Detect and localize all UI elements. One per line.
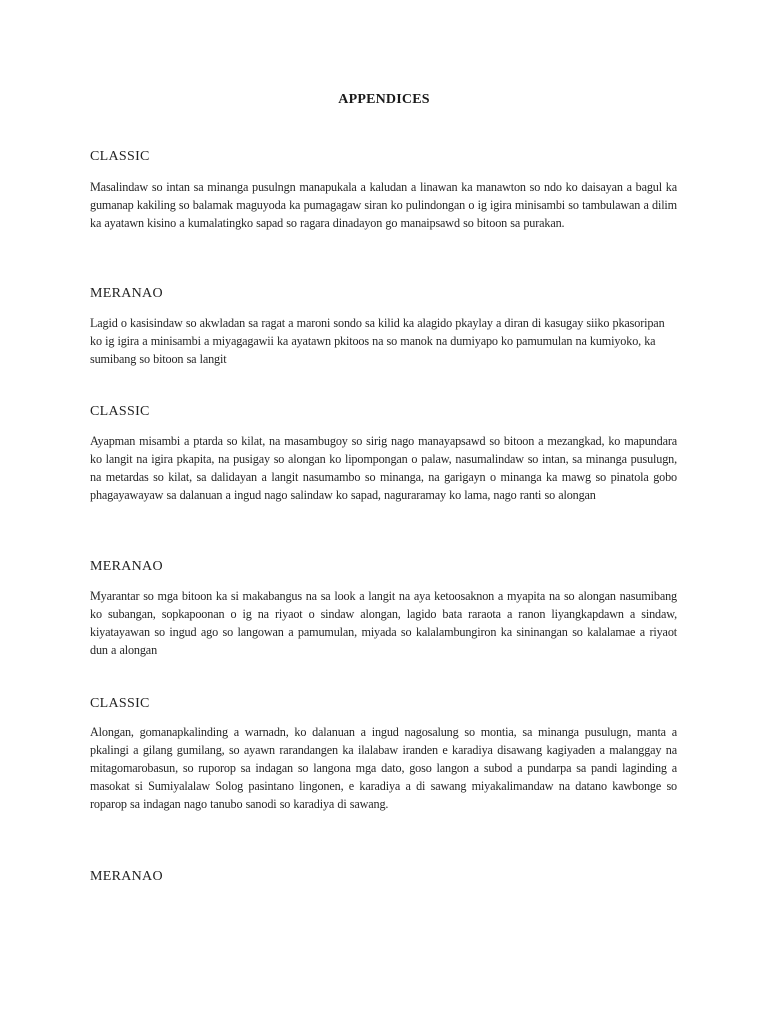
section-paragraph-meranao-2: Myarantar so mga bitoon ka si makabangus na sa look a langit na aya ketoosaknon a myapita na so alongan nasumibang ko subangan, sopkapoonan o ig na riyaot o sindaw alongan, lagido bata raraota a ranon liyangkapdawn a sindaw, kiyatayawan so ingud ago so langowan a pamumulan, miyada so kalalambungiron ka sininangan so kalalamae a riyaot dun a alongan: [90, 589, 677, 658]
section-paragraph-classic-2: Ayapman misambi a ptarda so kilat, na masambugoy so sirig nago manayapsawd so bitoon a mezangkad, ko mapundara ko langit na igira pkapita, na pusigay so alongan ko lipompongan o palaw, nasumalindaw so intan, sa minanga pusulugn, na metardas so kilat, sa dalidayan a langit nasumambo so minanga, na garigayn o minanga ka mawg so pinatola gobo phagayawayaw sa dalanuan a ingud nago salindaw ko sapad, naguraramay ko lama, nago ranti so alongan: [90, 434, 677, 503]
section-heading-classic-2: CLASSIC: [90, 404, 150, 419]
section-paragraph-classic-3: Alongan, gomanapkalinding a warnadn, ko dalanuan a ingud nagosalung so montia, sa minanga pusulugn, manta a pkalingi a gilang gumilang, so ayawn rarandangen ka ilalabaw iranden e karadiya disawang kagiyaden a malanggay na mitagomarobasun, so ruporop sa indagan so langona mga dato, goso langon a subod a pundarpa sa pandi laginding a masokat si Sumiyalalaw Solog pasintano lingonen, e karadiya a di sawang miyakalimandaw na datano kawbonge so roparop sa indagan nago tanubo sanodi so karadiya di sawang.: [90, 725, 677, 812]
section-heading-classic-3: CLASSIC: [90, 696, 150, 711]
section-paragraph-classic-1: Masalindaw so intan sa minanga pusulngn manapukala a kaludan a linawan ka manawton so ndo ko daisayan a bagul ka gumanap kakiling so balamak maguyoda ka pumagagaw siran ko pulindongan o ig igira minisambi so tambulawan a dilim ka ayatawn kisino a kumalatingko sapad so ragara dinadayon go manaipsawd so bitoon sa purakan.: [90, 180, 677, 231]
section-heading-classic-1: CLASSIC: [90, 149, 150, 164]
section-paragraph-meranao-1: Lagid o kasisindaw so akwladan sa ragat a maroni sondo sa kilid ka alagido pkaylay a diran di kasugay siiko pkasoripan ko ig igira a minisambi a miyagagawii ka ayatawn pkitoos na so manok na dumiyapo ko pamumulan na kumiyoko, ka sumibang so bitoon sa langit: [90, 316, 665, 367]
section-heading-meranao-1: MERANAO: [90, 286, 163, 301]
page-title: APPENDICES: [338, 92, 430, 107]
section-heading-meranao-3: MERANAO: [90, 869, 163, 884]
section-heading-meranao-2: MERANAO: [90, 559, 163, 574]
